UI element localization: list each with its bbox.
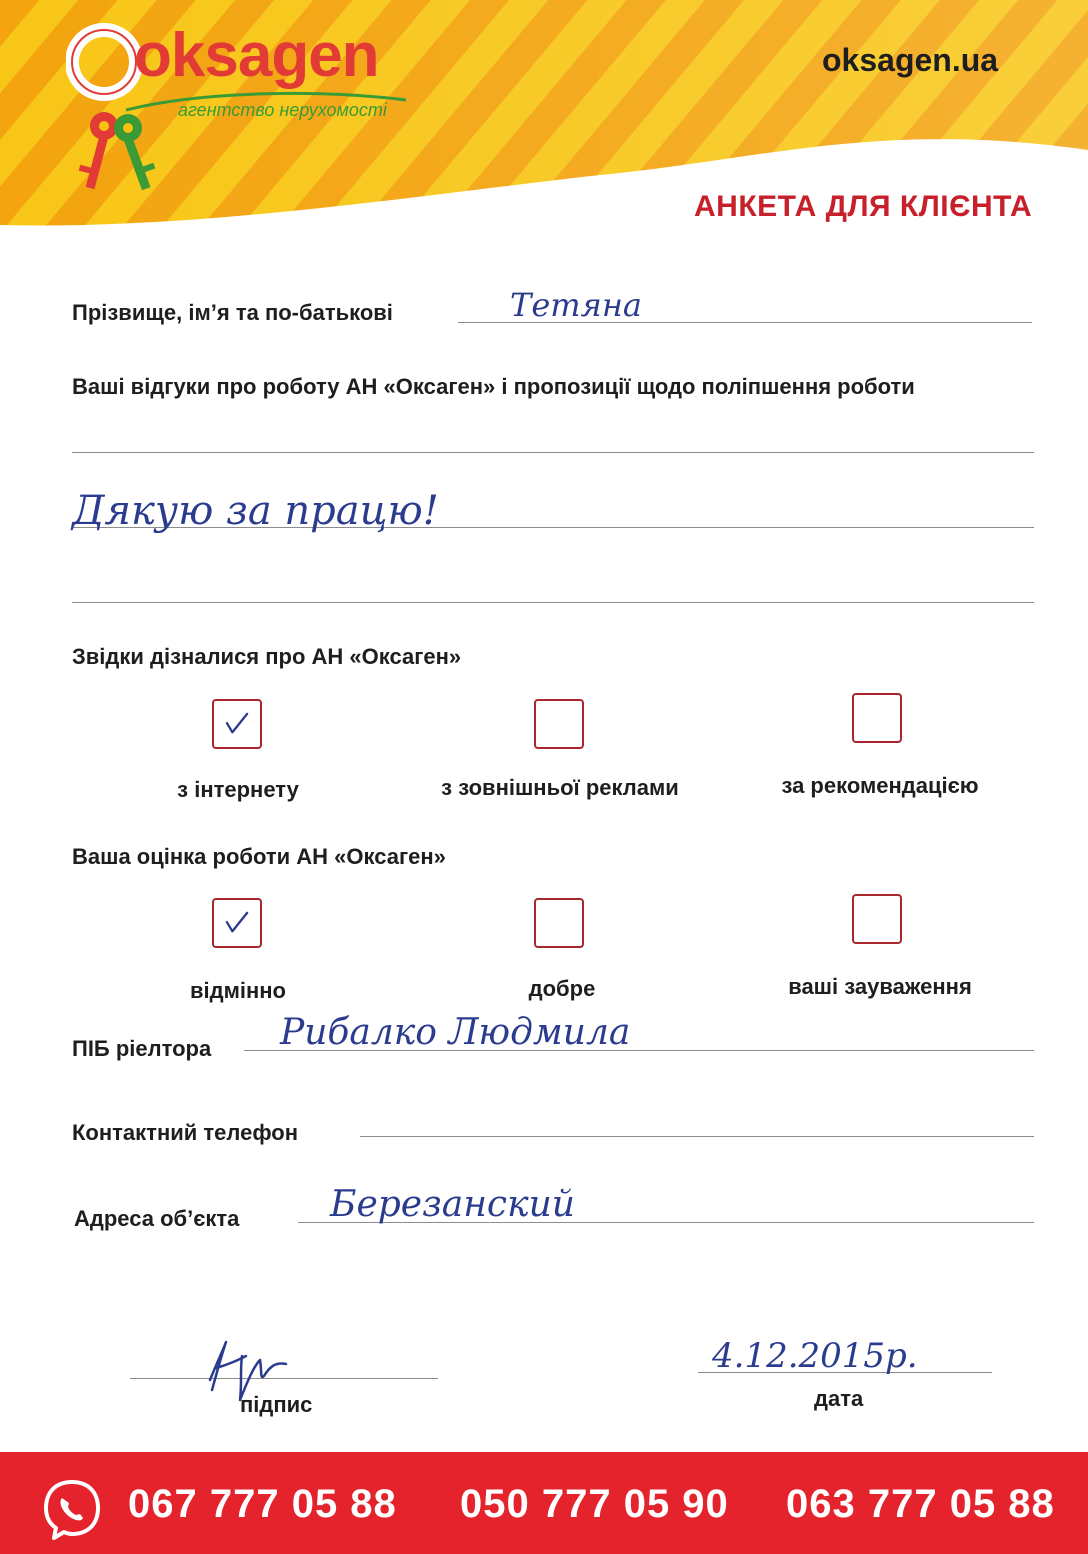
realtor-label: ПІБ ріелтора — [72, 1036, 212, 1061]
source-option-ads: з зовнішньої реклами — [441, 775, 679, 800]
rating-label: Ваша оцінка роботи АН «Оксаген» — [72, 844, 446, 869]
feedback-value[interactable]: Дякую за працю! — [72, 488, 439, 534]
rating-option-good: добре — [528, 976, 596, 1001]
name-value[interactable]: Тетяна — [510, 286, 642, 324]
rating-option-remarks: ваші зауваження — [788, 974, 972, 999]
footer-bar — [0, 1452, 1088, 1554]
phone-line — [360, 1136, 1034, 1137]
brand-tagline: агентство нерухомості — [178, 100, 387, 120]
phone-label: Контактний телефон — [72, 1120, 299, 1145]
source-checkbox-internet[interactable] — [212, 699, 262, 749]
check-mark-icon — [214, 900, 260, 946]
phone-number-2[interactable]: 050 777 05 90 — [460, 1482, 729, 1526]
phone-number-1[interactable]: 067 777 05 88 — [128, 1482, 397, 1526]
source-label: Звідки дізналися про АН «Оксаген» — [72, 644, 462, 669]
website-link[interactable]: oksagen.ua — [822, 42, 999, 78]
feedback-label: Ваші відгуки про роботу АН «Оксаген» і пропозиції щодо поліпшення роботи — [72, 374, 915, 399]
source-option-recommendation: за рекомендацією — [781, 773, 979, 798]
date-value[interactable]: 4.12.2015р. — [712, 1336, 918, 1376]
address-label: Адреса об’єкта — [74, 1206, 240, 1231]
form-title: АНКЕТА ДЛЯ КЛІЄНТА — [694, 190, 1033, 223]
phone-number-3[interactable]: 063 777 05 88 — [786, 1482, 1055, 1526]
name-label: Прізвище, ім’я та по-батькові — [72, 300, 393, 325]
check-mark-icon — [214, 701, 260, 747]
address-value[interactable]: Березанский — [330, 1184, 575, 1225]
realtor-value[interactable]: Рибалко Людмила — [280, 1012, 631, 1053]
source-option-internet: з інтернету — [177, 777, 299, 802]
signature-label: підпис — [240, 1392, 313, 1417]
date-label: дата — [814, 1386, 864, 1411]
feedback-line-1 — [72, 452, 1034, 453]
rating-checkbox-good[interactable] — [534, 898, 584, 948]
source-checkbox-recommendation[interactable] — [852, 693, 902, 743]
brand-name: oksagen — [134, 21, 379, 90]
rating-checkbox-remarks[interactable] — [852, 894, 902, 944]
source-checkbox-ads[interactable] — [534, 699, 584, 749]
rating-checkbox-excellent[interactable] — [212, 898, 262, 948]
viber-phone-icon — [40, 1478, 104, 1542]
rating-option-excellent: відмінно — [189, 978, 286, 1003]
feedback-line-3 — [72, 602, 1034, 603]
